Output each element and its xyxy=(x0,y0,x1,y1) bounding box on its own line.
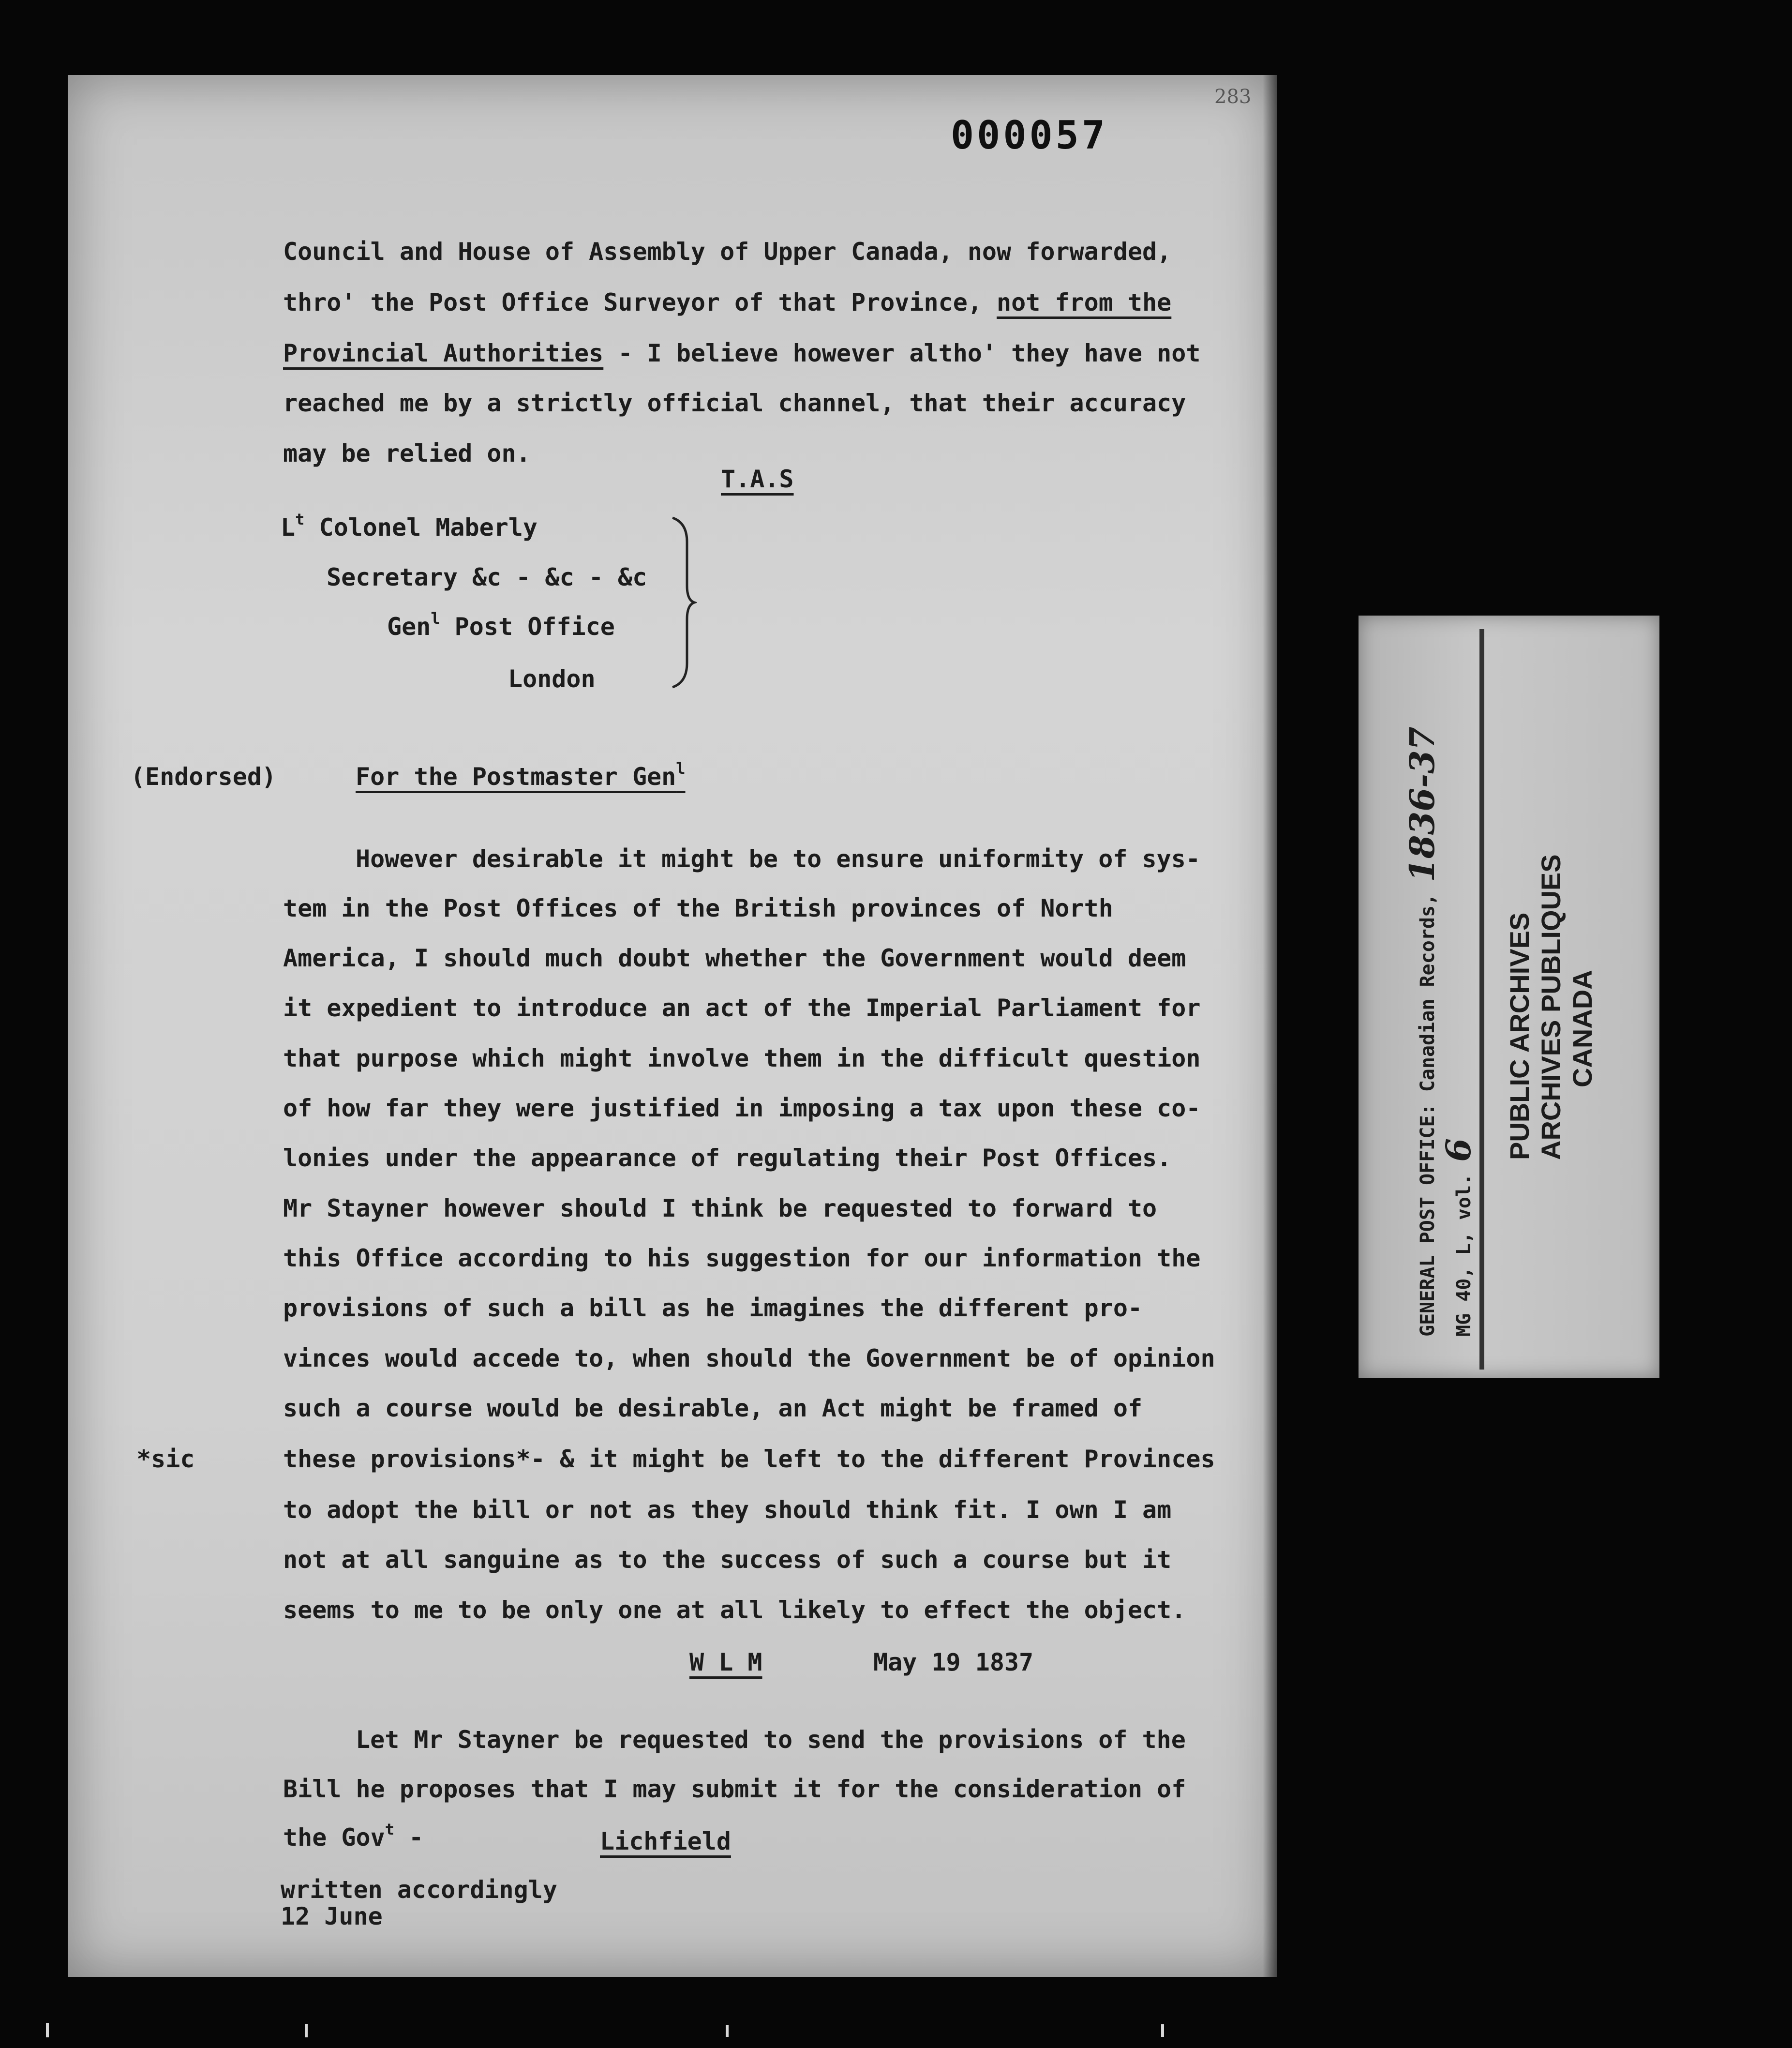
film-speck xyxy=(1161,2024,1164,2037)
folio-number: 283 xyxy=(1214,86,1252,108)
paragraph-2-line: Bill he proposes that I may submit it for the consideration of xyxy=(283,1775,1186,1803)
paragraph-1-line: tem in the Post Offices of the British provinces of North xyxy=(283,894,1113,922)
paragraph-1-line: However desirable it might be to ensure uniformity of sys- xyxy=(356,845,1200,873)
endorsed-heading: For the Postmaster Gen$^l$ xyxy=(356,759,686,791)
paragraph-1-line: seems to me to be only one at all likely to effect the object. xyxy=(283,1596,1186,1624)
series-line-1: GENERAL POST OFFICE: Canadian Records, 1836-37 xyxy=(1402,726,1442,1337)
address-line-1: $L^t$ Colonel Maberly xyxy=(281,510,538,542)
paragraph-1-line: Mr Stayner however should I think be requested to forward to xyxy=(283,1194,1157,1222)
series-years: 1836-37 xyxy=(1402,726,1442,882)
paragraph-1-line: to adopt the bill or not as they should think fit. I own I am xyxy=(283,1496,1172,1524)
endorsed-label: (Endorsed) xyxy=(131,763,277,791)
paragraph-1-line: that purpose which might involve them in the difficult question xyxy=(283,1044,1201,1072)
archive-label-card xyxy=(1359,616,1659,1378)
paragraph-2-line: Let Mr Stayner be requested to send the provisions of the xyxy=(356,1726,1186,1754)
footnote-line-1: written accordingly xyxy=(281,1876,557,1904)
body-line-3: Provincial Authorities - I believe however altho' they have not xyxy=(283,339,1201,367)
paragraph-1-line: America, I should much doubt whether the Government would deem xyxy=(283,944,1186,972)
address-line-3: Gen$^l$ Post Office xyxy=(387,609,615,641)
address-bracket xyxy=(668,513,697,692)
footnote-line-2: 12 June xyxy=(281,1902,383,1930)
paragraph-1-line: these provisions*- & it might be left to the different Provinces xyxy=(283,1445,1215,1473)
underlined-phrase-1: not from the xyxy=(997,288,1172,316)
body-line-5: may be relied on. xyxy=(283,439,531,467)
film-speck xyxy=(726,2025,729,2037)
paragraph-1-line: of how far they were justified in imposing a tax upon these co- xyxy=(283,1094,1201,1122)
body-line-1: Council and House of Assembly of Upper Canada, now forwarded, xyxy=(283,238,1172,266)
date: May 19 1837 xyxy=(873,1648,1034,1676)
body-line-2: thro' the Post Office Surveyor of that Province, not from the xyxy=(283,288,1172,316)
archive-line-3: CANADA xyxy=(1567,970,1598,1087)
address-line-2: Secretary &c - &c - &c xyxy=(327,563,647,591)
signature-wlm: W L M xyxy=(689,1648,762,1676)
sic-note: *sic xyxy=(136,1445,195,1473)
series-volume: 6 xyxy=(1438,1138,1478,1162)
signature-lichfield: Lichfield xyxy=(600,1827,731,1855)
label-divider xyxy=(1479,629,1484,1370)
paragraph-1-line: provisions of such a bill as he imagines the different pro- xyxy=(283,1294,1143,1322)
page-number: 000057 xyxy=(951,113,1108,158)
paragraph-1-line: not at all sanguine as to the success of such a course but it xyxy=(283,1546,1172,1574)
address-line-4: London xyxy=(508,665,596,693)
paragraph-1-line: vinces would accede to, when should the Government be of opinion xyxy=(283,1344,1215,1372)
signature-tas: T.A.S xyxy=(721,465,794,493)
archive-line-1: PUBLIC ARCHIVES xyxy=(1504,912,1535,1160)
paragraph-1-line: it expedient to introduce an act of the Imperial Parliament for xyxy=(283,994,1201,1022)
series-line-2: MG 40, L, vol. 6 xyxy=(1438,1138,1478,1337)
body-line-4: reached me by a strictly official channel, that their accuracy xyxy=(283,389,1186,417)
paragraph-1-line: this Office according to his suggestion for our information the xyxy=(283,1244,1201,1272)
page-fold-shadow xyxy=(1263,75,1277,1977)
archive-line-2: ARCHIVES PUBLIQUES xyxy=(1536,854,1566,1160)
film-speck xyxy=(305,2024,308,2037)
underlined-phrase-2: Provincial Authorities xyxy=(283,339,604,367)
film-speck xyxy=(46,2023,49,2037)
paragraph-1-line: such a course would be desirable, an Act might be framed of xyxy=(283,1394,1143,1422)
paragraph-1-line: lonies under the appearance of regulating their Post Offices. xyxy=(283,1144,1172,1172)
paragraph-2-last-line: the Gov$^t$ - xyxy=(283,1820,424,1852)
